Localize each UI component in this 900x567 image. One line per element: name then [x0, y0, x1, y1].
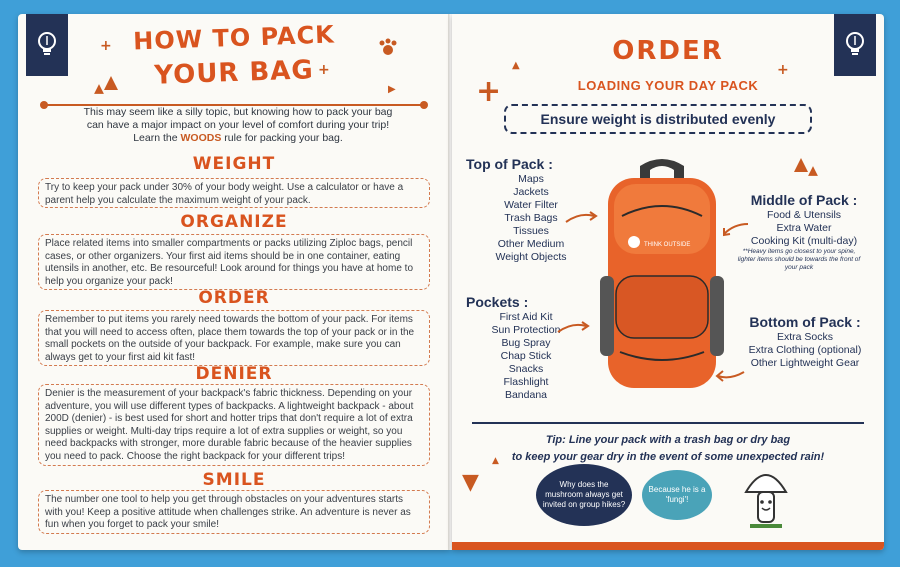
page-subtitle: LOADING YOUR DAY PACK — [577, 78, 759, 93]
section-title-organize: ORGANIZE — [180, 212, 288, 232]
arrow-icon — [714, 368, 746, 384]
plus-decoration: + — [476, 74, 502, 109]
triangle-decoration: ▶ — [388, 84, 396, 95]
backpack-logo: THINK OUTSIDE — [644, 242, 691, 248]
woods-word: WOODS — [180, 132, 222, 144]
joke-answer-bubble: Because he is a 'fungi'! — [642, 470, 712, 520]
intro-text — [58, 106, 418, 145]
section-title-weight: WEIGHT — [192, 154, 276, 174]
section-text-weight: Try to keep your pack under 30% of your body weight. Use a calculator or have a parent help you calculate the maximum weight of your pack. — [38, 178, 430, 208]
bottom-of-pack-group — [732, 316, 878, 370]
list-item: Flashlight — [503, 376, 549, 388]
list-item: Chap Stick — [500, 350, 552, 362]
tree-icon — [808, 166, 818, 176]
triangle-decoration: ▲ — [512, 60, 520, 71]
page-title: ORDER — [612, 36, 724, 66]
ensure-banner: Ensure weight is distributed evenly — [504, 104, 812, 134]
tree-icon — [94, 84, 104, 94]
paw-print-icon — [378, 38, 398, 56]
joke-question-bubble: Why does the mushroom always get invited on group hikes? — [536, 464, 632, 526]
list-item: Maps — [518, 173, 544, 185]
section-title-denier: DENIER — [195, 364, 273, 384]
middle-of-pack-heading: Middle of Pack : — [750, 192, 858, 208]
bottom-of-pack-heading: Bottom of Pack : — [749, 314, 861, 330]
list-item: Other Lightweight Gear — [750, 357, 860, 369]
list-item: Food & Utensils — [766, 209, 842, 221]
section-title-order: ORDER — [198, 288, 270, 308]
page-title-line2: YOUR BAG — [153, 55, 315, 91]
list-item: First Aid Kit — [499, 311, 553, 323]
tip-line: Tip: Line your pack with a trash bag or dry bag — [545, 434, 791, 446]
plus-decoration: + — [777, 62, 789, 78]
section-text-denier: Denier is the measurement of your backpack's fabric thickness. Depending on your adventure, you will use different types of backpacks. A lightweight backpack - about 200D (denier) - is best used for short and hotter trips that don't require a lot of extra supplies or weight. Multi-day trips require a lot of extra supplies or weight, so you need backpacks with stronger, more durable fabric because of the heavier supplies you need to pack. Choose the right backpack for your different trips! — [38, 384, 430, 466]
middle-of-pack-group — [734, 194, 874, 248]
pockets-group — [466, 296, 586, 402]
triangle-decoration: ▼ — [462, 470, 479, 495]
arrow-icon — [720, 220, 750, 238]
plus-decoration: + — [100, 38, 112, 54]
list-item: Bug Spray — [501, 337, 551, 349]
list-item: Cooking Kit (multi-day) — [750, 235, 858, 247]
list-item: Jackets — [513, 186, 549, 198]
divider — [472, 422, 864, 424]
intro-line: This may seem like a silly topic, but knowing how to pack your bag — [83, 106, 393, 118]
page-title-line1: HOW TO PACK — [132, 20, 336, 56]
section-text-smile: The number one tool to help you get through obstacles on your adventures starts with you! Keep a positive attitude when challenges strike. An adventure is never as fun when you forget to pack your smile! — [38, 490, 430, 534]
intro-line: Learn the WOODS rule for packing your bag. — [133, 132, 343, 144]
arrow-icon — [556, 320, 590, 336]
list-item: Other Medium — [497, 238, 565, 250]
list-item: Water Filter — [504, 199, 558, 211]
list-item: Extra Clothing (optional) — [748, 344, 862, 356]
plus-decoration: + — [318, 62, 330, 78]
arrow-icon — [564, 210, 598, 226]
list-item: Weight Objects — [495, 251, 567, 263]
list-item: Trash Bags — [504, 212, 558, 224]
tip-text — [472, 432, 864, 466]
section-text-order: Remember to put items you rarely need towards the bottom of your pack. For items that you will need to access often, place them towards the top of your pack or in the small pockets on the outside of your backpack. For example, make sure you can always get to your first aid kit fast! — [38, 310, 430, 366]
tree-icon — [104, 76, 118, 90]
list-item: Extra Socks — [776, 331, 834, 343]
left-page — [18, 14, 450, 550]
list-item: Bandana — [504, 389, 548, 401]
right-page — [452, 14, 884, 550]
list-item: Snacks — [508, 363, 544, 375]
tip-line: to keep your gear dry in the event of some unexpected rain! — [511, 451, 825, 463]
triangle-decoration: ▲ — [492, 456, 499, 466]
top-of-pack-heading: Top of Pack : — [466, 156, 553, 172]
list-item: Tissues — [513, 225, 549, 237]
middle-note: **Heavy items go closest to your spine, lighter items should be towards the front of your pack — [737, 248, 861, 271]
list-item: Sun Protection — [491, 324, 561, 336]
backpack-illustration — [600, 156, 724, 398]
tree-icon — [794, 158, 808, 172]
bottom-band — [452, 542, 884, 550]
intro-line: can have a major impact on your level of comfort during your trip! — [86, 119, 390, 131]
section-title-smile: SMILE — [202, 470, 266, 490]
pockets-heading: Pockets : — [466, 294, 529, 310]
list-item: Extra Water — [776, 222, 832, 234]
section-text-organize: Place related items into smaller compartments or packs utilizing Ziploc bags, pencil cases, or other organizers. Your first aid items should be in one container, eating utensils in another, etc. Be resourceful! Look around for things you have at home to help you organize your pack! — [38, 234, 430, 290]
mushroom-icon — [736, 462, 796, 542]
